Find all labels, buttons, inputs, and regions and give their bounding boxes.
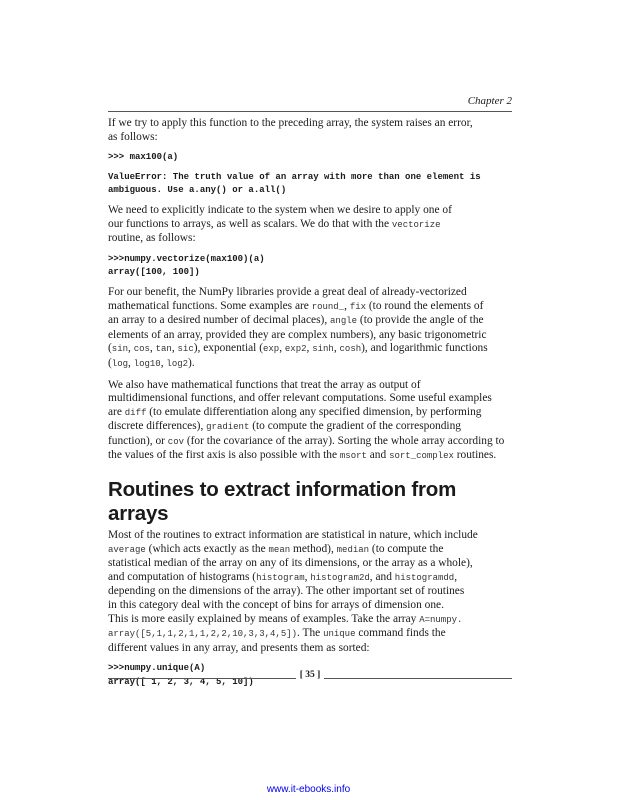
vectorize-paragraph: We need to explicitly indicate to the system when we desire to apply one of our functions to arrays, as well as scalars. We do that with the vectorize routine, as follows: xyxy=(108,203,452,245)
math-functions-paragraph: For our benefit, the NumPy libraries provide a great deal of already-vectorized mathematical functions. Some examples are round_, fix (to round the elements of an array to a desired number of decimal places), angle (to provide the angle of the elements of an array, provided they are complex numbers), any basic trigonometric (sin, cos, tan, sic), exponential (exp, exp2, sinh, cosh), and logarithmic functions (log, log10, log2). xyxy=(108,285,488,369)
page-footer xyxy=(108,670,512,684)
code-error: ValueError: The truth value of an array with more than one element is ambiguous. Use a.any() or a.all() xyxy=(108,171,481,196)
multidimensional-paragraph: We also have mathematical functions that treat the array as output of multidimensional functions, and offer relevant computations. Some useful examples are diff (to emulate differentiation along any specified dimension, by performing discrete differences), gradient (to compute the gradient of the corresponding function), or cov (for the covariance of the array). Sorting the whole array according to the values of the first axis is also possible with the msort and sort_complex routines. xyxy=(108,378,505,462)
intro-paragraph: If we try to apply this function to the preceding array, the system raises an error, as follows: xyxy=(108,117,473,143)
code-unique: >>>numpy.unique(A) array([ 1, 2, 3, 4, 5, 10]) xyxy=(108,663,254,687)
footer-rule-right xyxy=(324,678,512,679)
header-rule xyxy=(108,111,512,112)
chapter-label: Chapter 2 xyxy=(467,95,512,107)
website-link[interactable]: www.it-ebooks.info xyxy=(266,784,351,795)
code-vectorize: >>>numpy.vectorize(max100)(a) array([100, 100]) xyxy=(108,253,265,278)
page-content xyxy=(108,117,512,696)
routines-paragraph: Most of the routines to extract information are statistical in nature, which include average (which acts exactly as the mean method), median (to compute the statistical median of the array on any of its dimensions, or the array as a whole), and computation of histograms (histogram, histogram2d, and histogramdd, depending on the dimensions of the array). The other important set of routines in this category deal with the concept of bins for arrays of dimension one. This is more easily explained by means of examples. Take the array A=numpy. array([5,1,1,2,1,1,2,2,10,3,3,4,5]). The unique command finds the different values in any array, and presents them as sorted: xyxy=(108,529,478,654)
section-heading: Routines to extract information from arrays xyxy=(108,478,457,526)
code-max100: >>> max100(a) xyxy=(108,152,179,163)
page-number: [ 35 ] xyxy=(299,670,321,680)
